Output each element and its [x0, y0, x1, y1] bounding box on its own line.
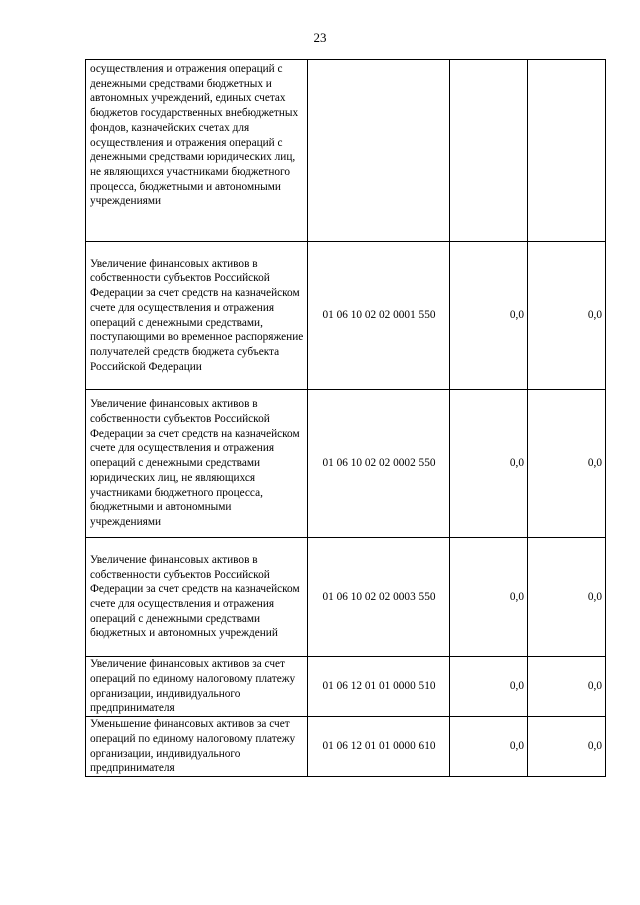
row-value-1-cell: 0,0 — [450, 717, 528, 777]
table-row — [86, 242, 606, 390]
continuation-name-cell — [86, 60, 308, 242]
row-value-2-cell: 0,0 — [528, 242, 606, 390]
row-code-cell: 01 06 12 01 01 0000 610 — [308, 717, 450, 777]
table-row — [86, 717, 606, 777]
continuation-text: осуществления и отражения операций с денежными средствами бюджетных и автономных учреждений, единых счетах бюджетов государственных внебюджетных фондов, казначейских счетах для осуществления и отражения операций с денежными средствами юридических лиц, не являющихся участниками бюджетного процесса, бюджетными и автономными учреждениями — [90, 63, 299, 208]
row-value-2-cell: 0,0 — [528, 538, 606, 657]
row-name-cell: Уменьшение финансовых активов за счет операций по единому налоговому платежу организации, индивидуального предпринимателя — [86, 717, 308, 777]
table-row-continuation — [86, 60, 606, 242]
row-value-1-cell: 0,0 — [450, 390, 528, 538]
page-number: 23 — [313, 30, 327, 45]
table-row — [86, 538, 606, 657]
row-value-2-cell: 0,0 — [528, 657, 606, 717]
row-value-2-cell: 0,0 — [528, 390, 606, 538]
table-body — [86, 60, 606, 777]
row-name-cell: Увеличение финансовых активов в собственности субъектов Российской Федерации за счет средств на казначейском счете для осуществления и отражения операций с денежными средствами, поступающими во временное распоряжение получателей средств бюджета субъекта Российской Федерации — [86, 242, 308, 390]
row-name-cell: Увеличение финансовых активов за счет операций по единому налоговому платежу организации, индивидуального предпринимателя — [86, 657, 308, 717]
table-row — [86, 657, 606, 717]
budget-sources-table — [85, 59, 606, 777]
continuation-value-2-cell — [528, 60, 606, 242]
row-code-cell: 01 06 12 01 01 0000 510 — [308, 657, 450, 717]
row-value-2-cell: 0,0 — [528, 717, 606, 777]
row-name-cell: Увеличение финансовых активов в собственности субъектов Российской Федерации за счет средств на казначейском счете для осуществления и отражения операций с денежными средствами юридических лиц, не являющихся участниками бюджетного процесса, бюджетными и автономными учреждениями — [86, 390, 308, 538]
row-code-cell: 01 06 10 02 02 0002 550 — [308, 390, 450, 538]
row-code-cell: 01 06 10 02 02 0003 550 — [308, 538, 450, 657]
row-value-1-cell: 0,0 — [450, 538, 528, 657]
row-value-1-cell: 0,0 — [450, 242, 528, 390]
row-value-1-cell: 0,0 — [450, 657, 528, 717]
table-row — [86, 390, 606, 538]
continuation-code-cell — [308, 60, 450, 242]
continuation-value-1-cell — [450, 60, 528, 242]
row-name-cell: Увеличение финансовых активов в собственности субъектов Российской Федерации за счет средств на казначейском счете для осуществления и отражения операций с денежными средствами бюджетных и автономных учреждений — [86, 538, 308, 657]
row-code-cell: 01 06 10 02 02 0001 550 — [308, 242, 450, 390]
